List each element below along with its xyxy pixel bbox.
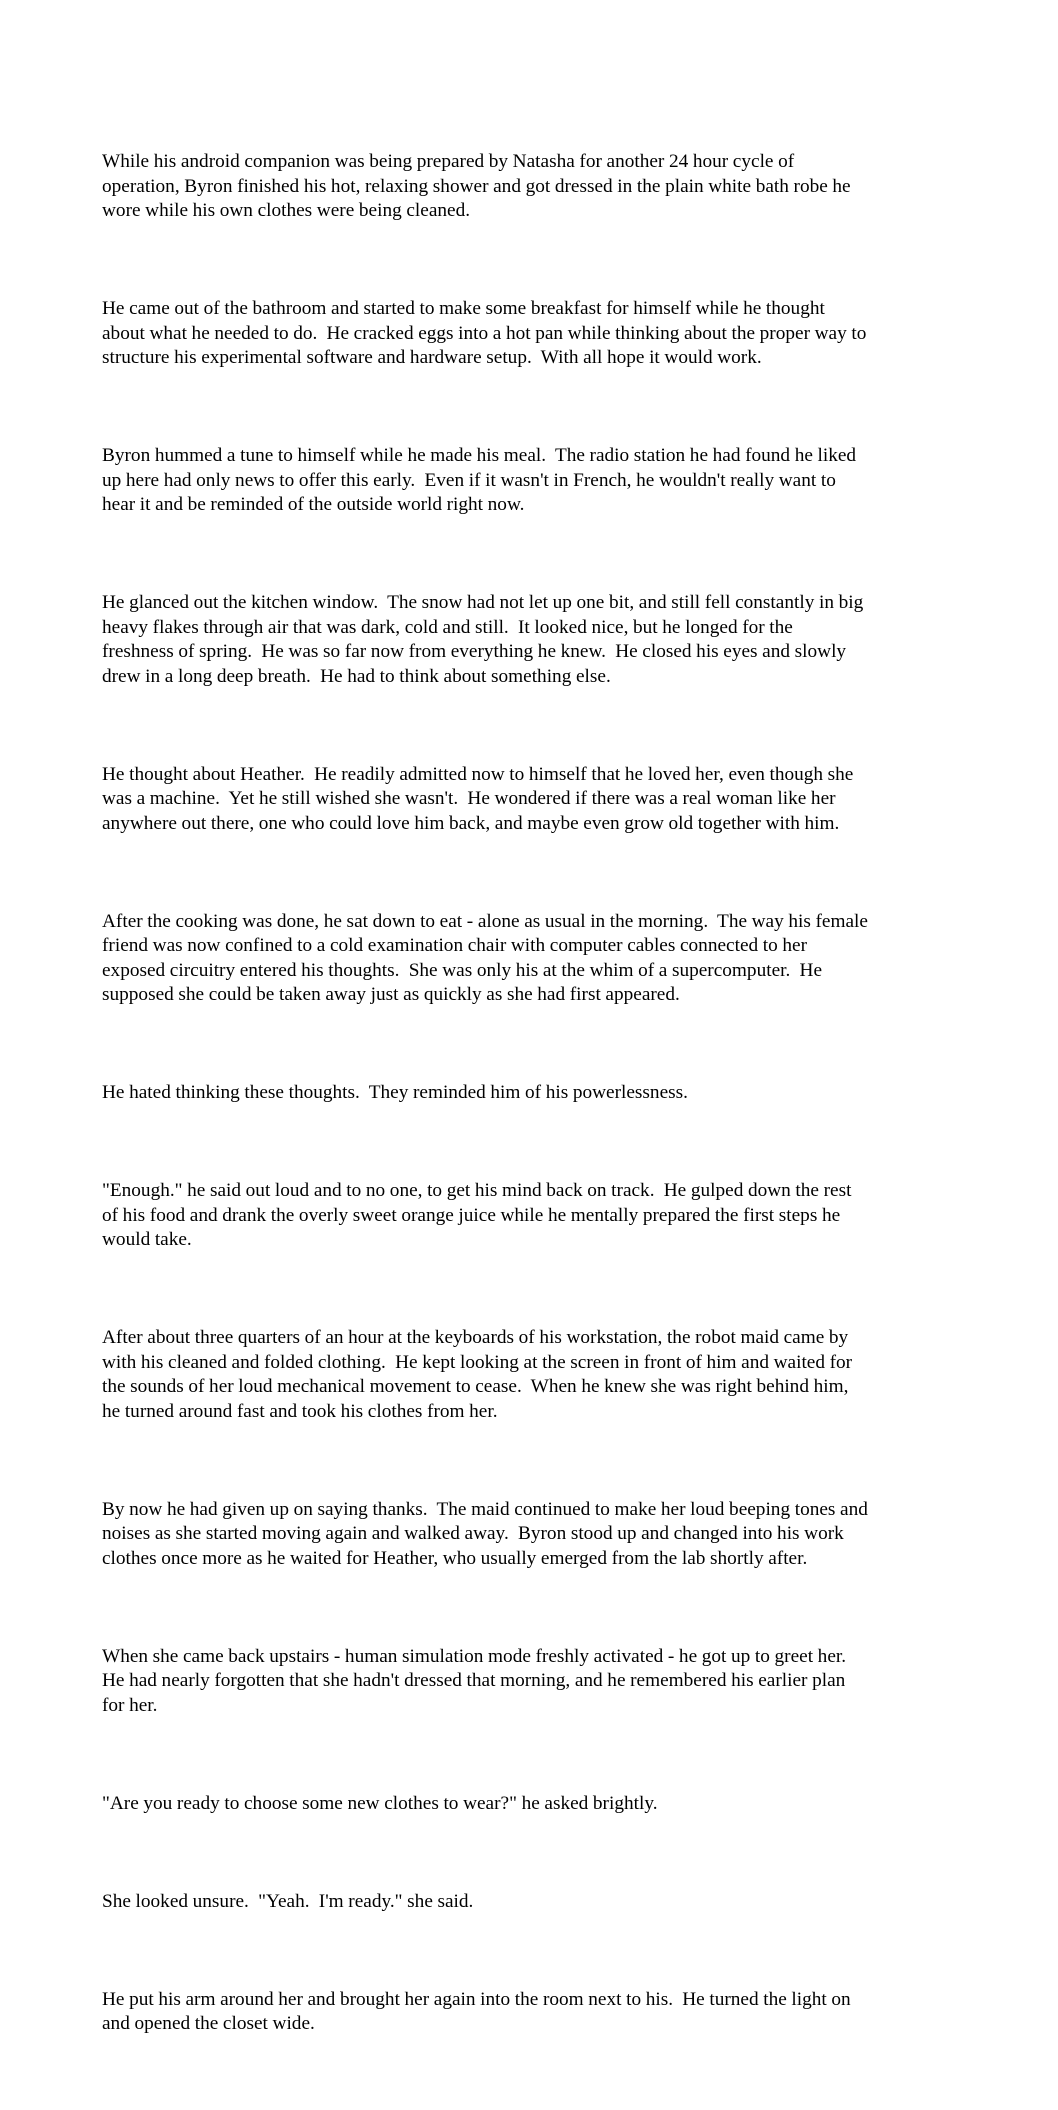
paragraph-4: He glanced out the kitchen window. The snow had not let up one bit, and still fell constantly in big heavy flakes through air that was dark, cold and still. It looked nice, but he longed for the freshness of spring. He was so far now from everything he knew. He closed his eyes and slowly drew in a long deep breath. He had to think about something else. bbox=[102, 592, 864, 687]
paragraph-14: He put his arm around her and brought her again into the room next to his. He turned the light on and opened the closet wide. bbox=[102, 1988, 851, 2034]
paragraph-3: Byron hummed a tune to himself while he made his meal. The radio station he had found he liked up here had only news to offer this early. Even if it wasn't in French, he wouldn't really want to hear it and be reminded of the outside world right now. bbox=[102, 445, 857, 515]
paragraph-1: While his android companion was being prepared by Natasha for another 24 hour cycle of operation, Byron finished his hot, relaxing shower and got dressed in the plain white bath robe he wore while his own clothes were being cleaned. bbox=[102, 151, 851, 221]
paragraph-8: "Enough." he said out loud and to no one, to get his mind back on track. He gulped down the rest of his food and drank the overly sweet orange juice while he mentally prepared the first steps he would take. bbox=[102, 1180, 852, 1250]
paragraph-7: He hated thinking these thoughts. They reminded him of his powerlessness. bbox=[102, 1082, 688, 1103]
paragraph-5: He thought about Heather. He readily admitted now to himself that he loved her, even though she was a machine. Yet he still wished she wasn't. He wondered if there was a real woman like her anywhere out there, one who could love him back, and maybe even grow old together with him. bbox=[102, 763, 854, 834]
paragraph-13: She looked unsure. "Yeah. I'm ready." she said. bbox=[102, 1890, 474, 1912]
story-text bbox=[102, 101, 952, 2110]
paragraph-11: When she came back upstairs - human simulation mode freshly activated - he got up to greet her. He had nearly forgotten that she hadn't dressed that morning, and he remembered his earlier plan for her. bbox=[102, 1645, 847, 1716]
paragraph-10: By now he had given up on saying thanks. The maid continued to make her loud beeping tones and noises as she started moving again and walked away. Byron stood up and changed into his work clothes once more as he waited for Heather, who usually emerged from the lab shortly after. bbox=[102, 1498, 868, 1569]
paragraph-6: After the cooking was done, he sat down to eat - alone as usual in the morning. The way his female friend was now confined to a cold examination chair with computer cables connected to her exposed circuitry entered his thoughts. She was only his at the whim of a supercomputer. He supposed she could be taken away just as quickly as she had first appeared. bbox=[102, 910, 868, 1005]
paragraph-2: He came out of the bathroom and started to make some breakfast for himself while he thought about what he needed to do. He cracked eggs into a hot pan while thinking about the proper way to structure his experimental software and hardware setup. With all hope it would work. bbox=[102, 298, 867, 368]
paragraph-12: "Are you ready to choose some new clothes to wear?" he asked brightly. bbox=[102, 1792, 658, 1814]
paragraph-9: After about three quarters of an hour at the keyboards of his workstation, the robot maid came by with his cleaned and folded clothing. He kept looking at the screen in front of him and waited for the sounds of her loud mechanical movement to cease. When he knew she was right behind him, he turned around fast and took his clothes from her. bbox=[102, 1327, 853, 1422]
